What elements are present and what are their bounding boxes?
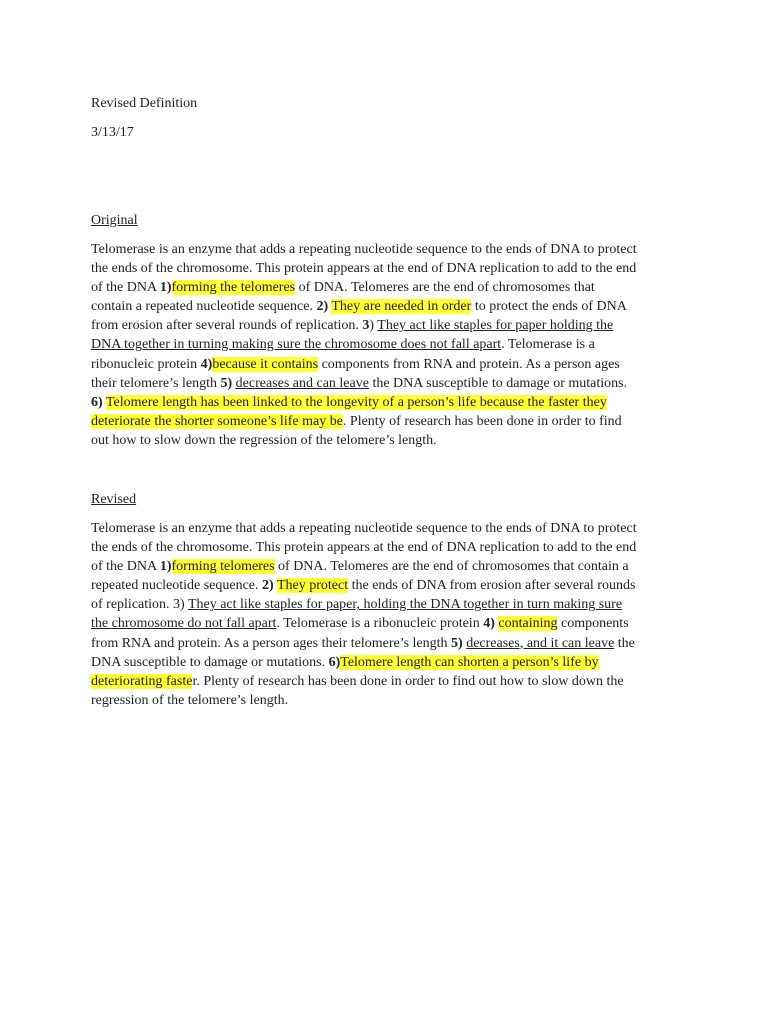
underlined-text: decreases and can leave: [235, 375, 369, 391]
text-segment: their telomere’s length: [91, 375, 221, 391]
revised-line: [91, 672, 691, 691]
text-segment: of DNA. Telomeres are the end of chromosomes that contain a: [274, 559, 629, 575]
highlighted-text: deteriorating faste: [91, 673, 193, 689]
original-line: [91, 431, 691, 450]
original-heading: Original: [91, 213, 138, 228]
revised-line: [91, 519, 691, 538]
highlighted-text: They are needed in order: [331, 299, 472, 315]
underlined-text: They act like staples for paper holding the: [377, 318, 614, 334]
text-segment: the ends of the chromosome. This protein appears at the end of DNA replication to add to the end: [91, 540, 637, 556]
text-segment: to protect the ends of DNA: [471, 299, 627, 315]
item-number: 5): [451, 635, 463, 651]
revised-line: [91, 614, 691, 633]
text-segment: repeated nucleotide sequence.: [91, 578, 263, 594]
item-number: 5): [220, 375, 233, 391]
text-segment: . Telomerase is a ribonucleic protein: [276, 616, 484, 632]
item-number: 3: [362, 318, 370, 334]
text-segment: from erosion after several rounds of replication.: [91, 318, 363, 334]
text-segment: of the DNA: [91, 559, 160, 575]
item-number: 6): [328, 654, 341, 670]
original-line: [91, 335, 691, 354]
revised-heading: Revised: [91, 492, 137, 507]
underlined-text: the chromosome do not fall apart: [91, 616, 277, 632]
item-number: 2): [262, 578, 274, 594]
text-segment: regression of the telomere’s length.: [91, 692, 289, 708]
original-line: [91, 316, 691, 335]
item-number: 1): [159, 559, 172, 575]
revised-line: [91, 576, 691, 595]
item-number: 4): [483, 616, 495, 632]
item-number: 1): [159, 280, 172, 296]
document-title: Revised Definition: [91, 96, 198, 111]
text-segment: the ends of the chromosome. This protein appears at the end of DNA replication to add to the end: [91, 261, 637, 277]
text-segment: of DNA. Telomeres are the end of chromosomes that: [295, 280, 595, 296]
item-number: 6): [91, 394, 103, 410]
text-segment: components: [557, 616, 629, 632]
text-segment: Telomerase is an enzyme that adds a repeating nucleotide sequence to the ends of DNA to protect: [91, 521, 637, 536]
highlighted-text: Telomere length can shorten a person’s life by: [340, 654, 599, 670]
highlighted-text: deteriorate the shorter someone’s life may be: [91, 413, 343, 429]
text-segment: contain a repeated nucleotide sequence.: [91, 299, 317, 315]
highlighted-text: They protect: [276, 578, 349, 594]
original-line: [91, 393, 691, 412]
text-segment: the: [614, 635, 635, 651]
revised-line: [91, 634, 691, 653]
highlighted-text: containing: [498, 616, 558, 632]
text-segment: . Telomerase is a: [501, 337, 595, 353]
highlighted-text: Telomere length has been linked to the longevity of a person’s life because the faster they: [105, 394, 607, 410]
original-line: [91, 297, 691, 316]
underlined-text: decreases, and it can leave: [466, 635, 615, 651]
original-line: [91, 259, 691, 278]
highlighted-text: forming telomeres: [171, 559, 275, 575]
text-segment: of the DNA: [91, 280, 160, 296]
original-paragraph: [91, 240, 691, 450]
item-number: 4): [200, 356, 213, 372]
underlined-text: They act like staples for paper, holding the DNA together in turn making sure: [187, 597, 623, 613]
original-line: [91, 240, 691, 259]
text-segment: r. Plenty of research has been done in order to find out how to slow down the: [192, 673, 624, 689]
highlighted-text: forming the telomeres: [171, 280, 296, 296]
original-line: [91, 412, 691, 431]
revised-line: [91, 691, 691, 710]
document-date: 3/13/17: [91, 125, 134, 140]
text-segment: the DNA susceptible to damage or mutations.: [368, 375, 628, 391]
text-segment: DNA susceptible to damage or mutations.: [91, 654, 329, 670]
revised-line: [91, 595, 691, 614]
original-line: [91, 278, 691, 297]
original-line: [91, 355, 691, 374]
revised-line: [91, 538, 691, 557]
item-number: 2): [316, 299, 329, 315]
text-segment: ): [369, 318, 378, 334]
highlighted-text: because it contains: [212, 356, 319, 372]
underlined-text: DNA together in turning making sure the chromosome does not fall apart: [91, 337, 502, 353]
revised-paragraph: [91, 519, 691, 710]
text-segment: from RNA and protein. As a person ages their telomere’s length: [91, 635, 452, 651]
revised-line: [91, 653, 691, 672]
revised-line: [91, 557, 691, 576]
original-line: [91, 374, 691, 393]
text-segment: Telomerase is an enzyme that adds a repeating nucleotide sequence to the ends of DNA to protect: [91, 242, 637, 257]
text-segment: out how to slow down the regression of the telomere’s length.: [91, 432, 437, 448]
text-segment: . Plenty of research has been done in order to find: [342, 413, 622, 429]
text-segment: ribonucleic protein: [91, 356, 201, 372]
text-segment: the ends of DNA from erosion after several rounds: [348, 578, 636, 594]
text-segment: components from RNA and protein. As a person ages: [318, 356, 620, 372]
text-segment: of replication. 3): [91, 597, 188, 613]
